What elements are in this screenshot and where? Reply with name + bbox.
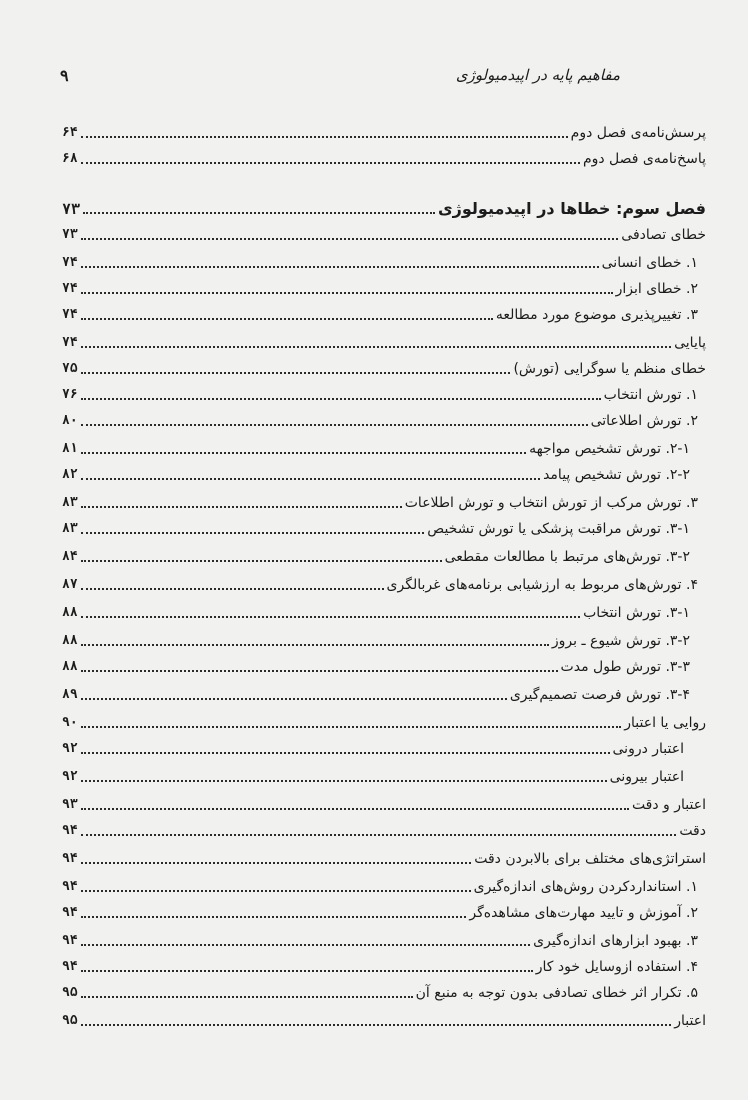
toc-entry-label: ۱. استانداردکردن روش‌های اندازه‌گیری — [473, 879, 698, 895]
dot-leader — [81, 238, 619, 240]
toc-entry-page: ۹۴ — [62, 905, 78, 920]
chapter-heading — [62, 192, 706, 218]
toc-entry-page: ۷۴ — [62, 307, 78, 322]
toc-entry-label: اعتبار درونی — [612, 741, 684, 757]
toc-entry-label: خطای تصادفی — [621, 227, 706, 243]
dot-leader — [81, 644, 549, 646]
toc-entry-label: اعتبار — [674, 1013, 706, 1029]
toc-entry-label: پرسش‌نامه‌ی فصل دوم — [570, 125, 706, 141]
dot-leader — [81, 532, 425, 534]
toc-entry-label: روایی یا اعتبار — [624, 715, 706, 731]
toc-entry-label: ۵. تکرار اثر خطای تصادفی بدون توجه به منبع آن — [415, 985, 698, 1001]
toc-entry-label: ۳. بهبود ابزارهای اندازه‌گیری — [533, 933, 698, 949]
toc-entry — [62, 844, 706, 868]
dot-leader — [81, 136, 568, 138]
dot-leader — [81, 862, 472, 864]
toc-entry-page: ۹۳ — [62, 797, 78, 812]
toc-entry-label: اعتبار و دقت — [631, 797, 706, 813]
toc-entry-page: ۷۵ — [62, 361, 78, 376]
toc-entry-label: ۲. خطای ابزار — [615, 281, 698, 297]
toc-entry — [62, 570, 706, 594]
toc-entry-label: ۲. آموزش و تایید مهارت‌های مشاهده‌گر — [469, 905, 698, 921]
toc-entry-page: ۹۲ — [62, 741, 78, 756]
toc-entry — [62, 542, 706, 566]
toc-entry-page: ۹۵ — [62, 1013, 78, 1028]
toc-entry — [62, 144, 706, 168]
toc-entry-label: ۳-۳. تورش طول مدت — [560, 659, 690, 675]
toc-entry-page: ۹۴ — [62, 933, 78, 948]
toc-entry-label: ۱. تورش انتخاب — [603, 387, 698, 403]
dot-leader — [81, 424, 588, 426]
toc-entry-page: ۸۹ — [62, 687, 78, 702]
dot-leader — [81, 890, 471, 892]
toc-entry — [62, 734, 706, 758]
dot-leader — [83, 212, 435, 214]
toc-entry-page: ۷۴ — [62, 281, 78, 296]
dot-leader — [81, 162, 580, 164]
toc-entry-page: ۸۸ — [62, 633, 78, 648]
toc-entry — [62, 248, 706, 272]
dot-leader — [81, 266, 599, 268]
toc-entry-label: پاسخ‌نامه‌ی فصل دوم — [582, 151, 706, 167]
toc-entry — [62, 354, 706, 378]
toc-entry-page: ۷۴ — [62, 335, 78, 350]
toc-entry — [62, 460, 706, 484]
dot-leader — [81, 808, 629, 810]
toc-entry — [62, 898, 706, 922]
toc-entry-label: استراتژی‌های مختلف برای بالابردن دقت — [474, 851, 706, 867]
dot-leader — [81, 398, 601, 400]
toc-entry-page: ۷۴ — [62, 255, 78, 270]
toc-entry-label: اعتبار بیرونی — [609, 769, 684, 785]
dot-leader — [81, 834, 677, 836]
toc-entry-label: ۲-۲. تورش تشخیص پیامد — [543, 467, 690, 483]
toc-entry-page: ۹۴ — [62, 851, 78, 866]
toc-entry-label: ۳-۱. تورش انتخاب — [583, 605, 690, 621]
toc-entry-page: ۸۳ — [62, 521, 78, 536]
dot-leader — [81, 726, 622, 728]
toc-entry — [62, 762, 706, 786]
toc-entry — [62, 708, 706, 732]
toc-entry-label: فصل سوم: خطاها در اپیدمیولوژی — [438, 199, 706, 218]
dot-leader — [81, 944, 531, 946]
dot-leader — [81, 318, 493, 320]
dot-leader — [81, 916, 467, 918]
toc-entry-label: ۳. تورش مرکب از تورش انتخاب و تورش اطلاعات — [404, 495, 698, 511]
toc-entry-page: ۹۰ — [62, 715, 78, 730]
dot-leader — [81, 588, 384, 590]
toc-entry-page: ۹۲ — [62, 769, 78, 784]
toc-entry-page: ۸۸ — [62, 659, 78, 674]
toc-entry-page: ۸۷ — [62, 577, 78, 592]
toc-entry-page: ۸۲ — [62, 467, 78, 482]
toc-entry — [62, 926, 706, 950]
toc-entry-label: ۳-۲. تورش شیوع ـ بروز — [551, 633, 690, 649]
toc-entry — [62, 652, 706, 676]
dot-leader — [81, 346, 671, 348]
toc-entry — [62, 406, 706, 430]
dot-leader — [81, 970, 533, 972]
toc-entry-label: ۳-۴. تورش فرصت تصمیم‌گیری — [509, 687, 690, 703]
toc-entry-page: ۷۳ — [62, 200, 81, 218]
toc-entry — [62, 300, 706, 324]
toc-entry — [62, 328, 706, 352]
toc-entry-page: ۸۸ — [62, 605, 78, 620]
dot-leader — [81, 372, 511, 374]
toc-entry — [62, 872, 706, 896]
toc-entry — [62, 220, 706, 244]
running-head — [60, 62, 620, 88]
dot-leader — [81, 698, 507, 700]
page-number: ۹ — [60, 65, 69, 85]
toc-entry — [62, 790, 706, 814]
toc-entry-label: خطای منظم یا سوگرایی (تورش) — [513, 361, 706, 377]
toc-entry-page: ۸۱ — [62, 441, 78, 456]
dot-leader — [81, 1024, 672, 1026]
toc-entry-page: ۹۴ — [62, 959, 78, 974]
running-head-title: مفاهیم پایه در اپیدمیولوژی — [455, 66, 620, 84]
toc-entry-label: ۲-۱. تورش تشخیص مواجهه — [529, 441, 690, 457]
dot-leader — [81, 996, 413, 998]
toc-entry-label: دقت — [679, 823, 706, 839]
dot-leader — [81, 752, 610, 754]
toc-entry — [62, 680, 706, 704]
toc-entry — [62, 488, 706, 512]
toc-entry — [62, 816, 706, 840]
toc-entry-page: ۶۴ — [62, 125, 78, 140]
dot-leader — [81, 670, 558, 672]
dot-leader — [81, 780, 607, 782]
toc-entry — [62, 978, 706, 1002]
dot-leader — [81, 616, 580, 618]
toc-entry-label: ۲. تورش اطلاعاتی — [590, 413, 698, 429]
toc-entry-label: ۳. تغییرپذیری موضوع مورد مطالعه — [495, 307, 698, 323]
toc-entry — [62, 1006, 706, 1030]
toc-entry — [62, 514, 706, 538]
toc-entry-page: ۸۴ — [62, 549, 78, 564]
toc-entry-page: ۷۶ — [62, 387, 78, 402]
toc-entry-label: ۴. استفاده ازوسایل خود کار — [535, 959, 698, 975]
toc-entry-label: ۱. خطای انسانی — [601, 255, 698, 271]
dot-leader — [81, 292, 613, 294]
dot-leader — [81, 560, 442, 562]
toc-entry-label: ۴. تورش‌های مربوط به ارزشیابی برنامه‌های غربالگری — [386, 577, 698, 593]
toc-entry — [62, 274, 706, 298]
toc-entry-page: ۹۴ — [62, 823, 78, 838]
toc-entry-page: ۸۰ — [62, 413, 78, 428]
toc-entry-page: ۹۵ — [62, 985, 78, 1000]
dot-leader — [81, 452, 526, 454]
toc-entry-label: پایایی — [674, 335, 706, 351]
dot-leader — [81, 478, 540, 480]
toc-entry-page: ۷۳ — [62, 227, 78, 242]
toc-entry — [62, 434, 706, 458]
dot-leader — [81, 506, 402, 508]
toc-entry — [62, 380, 706, 404]
toc-entry — [62, 598, 706, 622]
toc-entry-page: ۹۴ — [62, 879, 78, 894]
toc-entry-page: ۶۸ — [62, 151, 78, 166]
toc-entry-label: ۳-۲. تورش‌های مرتبط با مطالعات مقطعی — [444, 549, 690, 565]
toc-entry — [62, 952, 706, 976]
toc-entry — [62, 118, 706, 142]
toc-entry-page: ۸۳ — [62, 495, 78, 510]
toc-entry-label: ۳-۱. تورش مراقبت پزشکی یا تورش تشخیص — [427, 521, 690, 537]
toc-entry — [62, 626, 706, 650]
